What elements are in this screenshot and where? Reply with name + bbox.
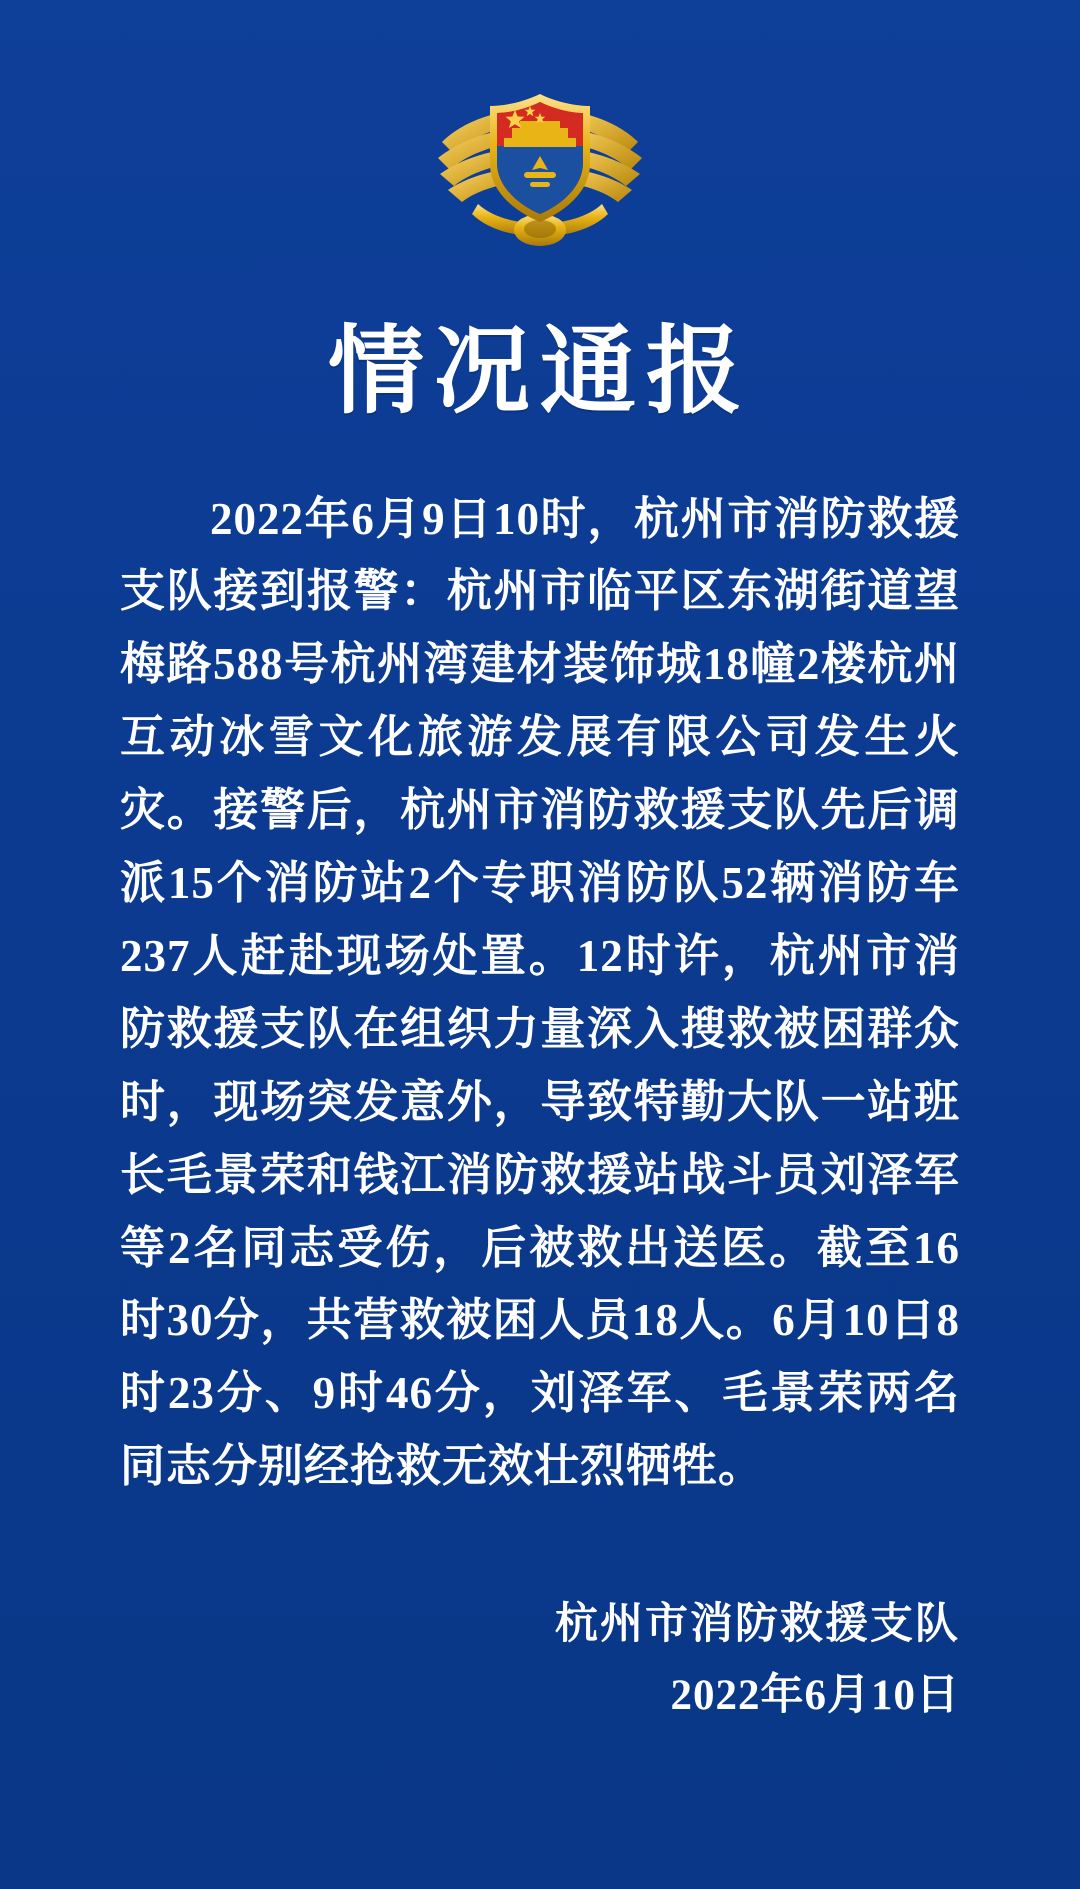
signature-org: 杭州市消防救援支队 [555,1601,960,1649]
notice-body: 2022年6月9日10时，杭州市消防救援支队接到报警：杭州市临平区东湖街道望梅路588号杭州湾建材装饰城18幢2楼杭州互动冰雪文化旅游发展有限公司发生火灾。接警后，杭州市消防救援支队先后调派15个消防站2个专职消防队52辆消防车237人赶赴现场处置。12时许，杭州市消防救援支队在组织力量深入搜救被困群众时，现场突发意外，导致特勤大队一站班长毛景荣和钱江消防救援站战斗员刘泽军等2名同志受伤，后被救出送医。截至16时30分，共营救被困人员18人。6月10日8时23分、9时46分，刘泽军、毛景荣两名同志分别经抢救无效壮烈牺牲。 [120,493,960,1492]
signature-block [120,1593,960,1728]
signature-date: 2022年6月10日 [670,1671,960,1719]
page-title: 情况通报 [328,318,752,425]
china-fire-rescue-emblem [420,72,660,257]
